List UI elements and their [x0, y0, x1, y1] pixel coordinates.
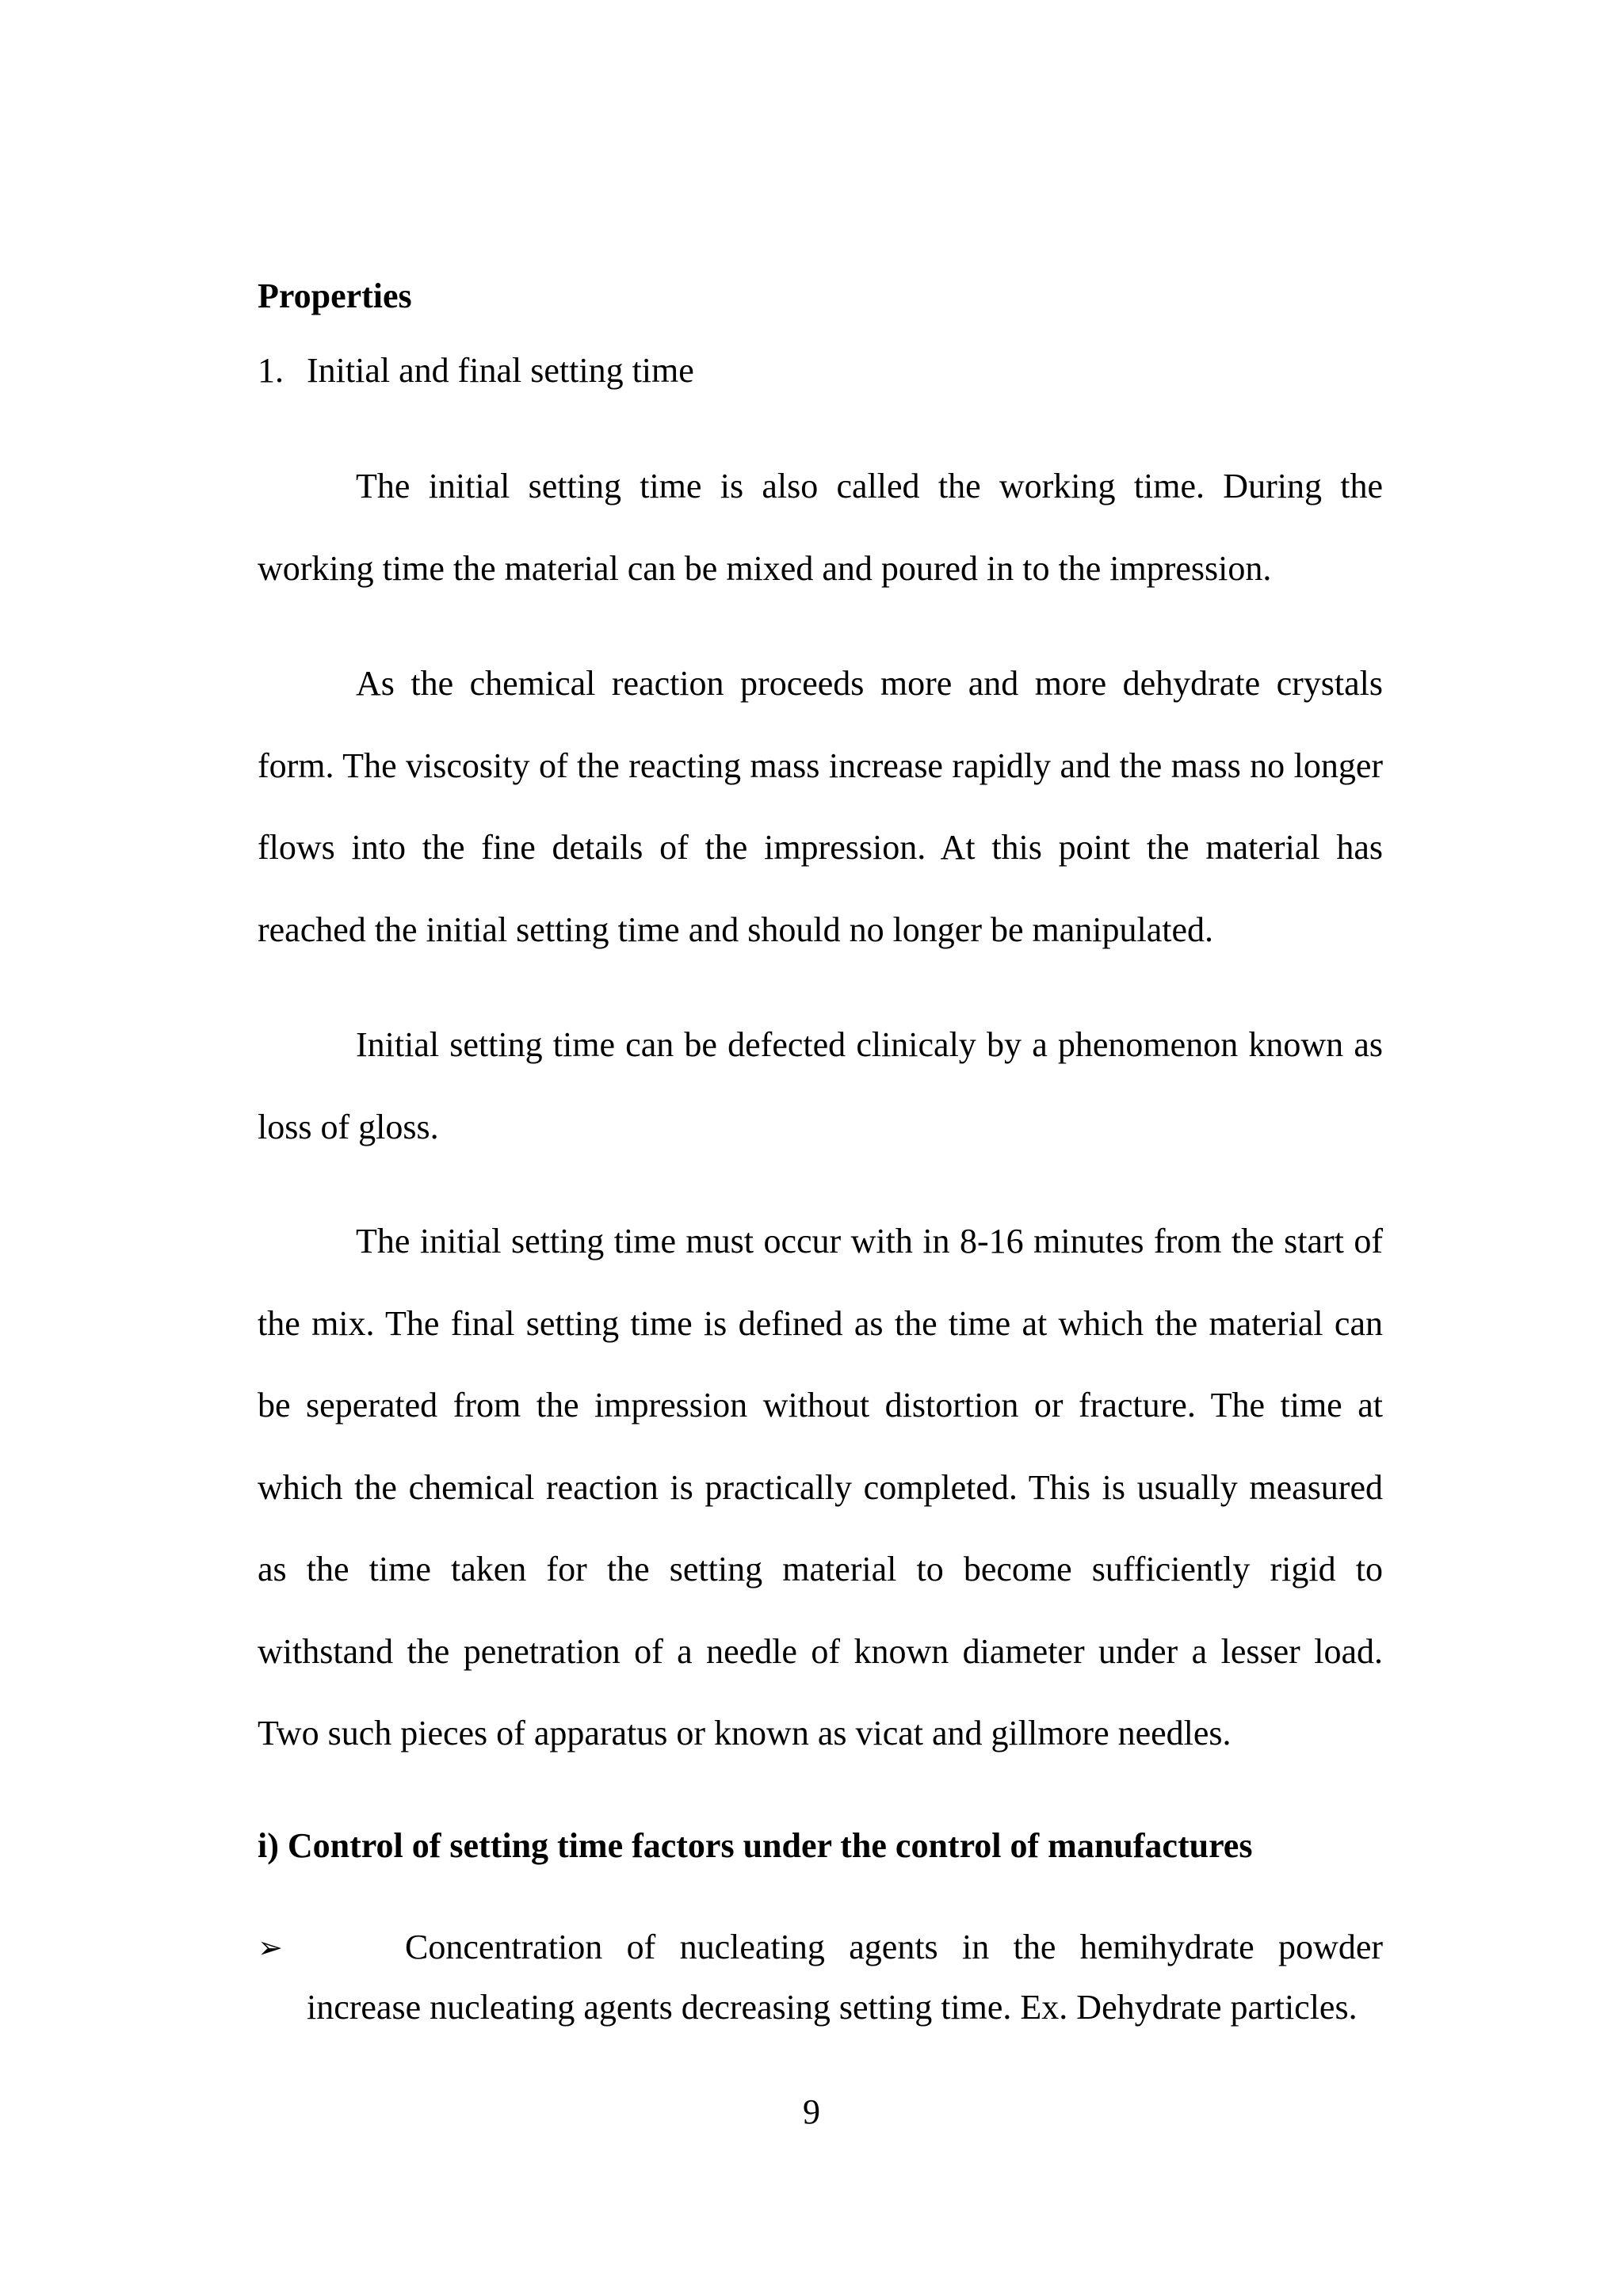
numbered-item-number: 1. — [258, 351, 284, 390]
subheading-control-of-setting-time: i) Control of setting time factors under the control of manufactures — [258, 1826, 1253, 1865]
paragraph-loss-of-gloss: Initial setting time can be defected clinicaly by a phenomenon known as loss of gloss. — [258, 1025, 1383, 1146]
paragraph-final-setting-time: The initial setting time must occur with in 8-16 minutes from the start of the mix. The final setting time is defined as the time at which the material can be seperated from the impression without distortion or fracture. The time at which the chemical reaction is practically completed. This is usually measured as the time taken for the setting material to become sufficiently rigid to withstand the penetration of a needle of known diameter under a lesser load. Two such pieces of apparatus or known as vicat and gillmore needles. — [258, 1222, 1383, 1753]
numbered-item-text: Initial and final setting time — [307, 351, 694, 390]
bullet-text-first: Concentration of nucleating agents in the hemihydrate powder — [405, 1928, 1383, 1966]
page-number: 9 — [803, 2092, 820, 2131]
paragraph-working-time: The initial setting time is also called the working time. During the working time the material can be mixed and poured in to the impression. — [258, 467, 1383, 588]
arrow-bullet-icon: ➢ — [258, 1930, 283, 1965]
numbered-item — [258, 347, 694, 395]
paragraph-chemical-reaction: As the chemical reaction proceeds more and more dehydrate crystals form. The viscosity of the reacting mass increase rapidly and the mass no longer flows into the fine details of the impression. At this point the material has reached the initial setting time and should no longer be manipulated. — [258, 664, 1383, 949]
section-heading: Properties — [258, 277, 412, 315]
bullet-item — [258, 1917, 1383, 2038]
bullet-text-second: increase nucleating agents decreasing setting time. Ex. Dehydrate particles. — [307, 1988, 1358, 2027]
bullet-line-first — [258, 1917, 1383, 1978]
